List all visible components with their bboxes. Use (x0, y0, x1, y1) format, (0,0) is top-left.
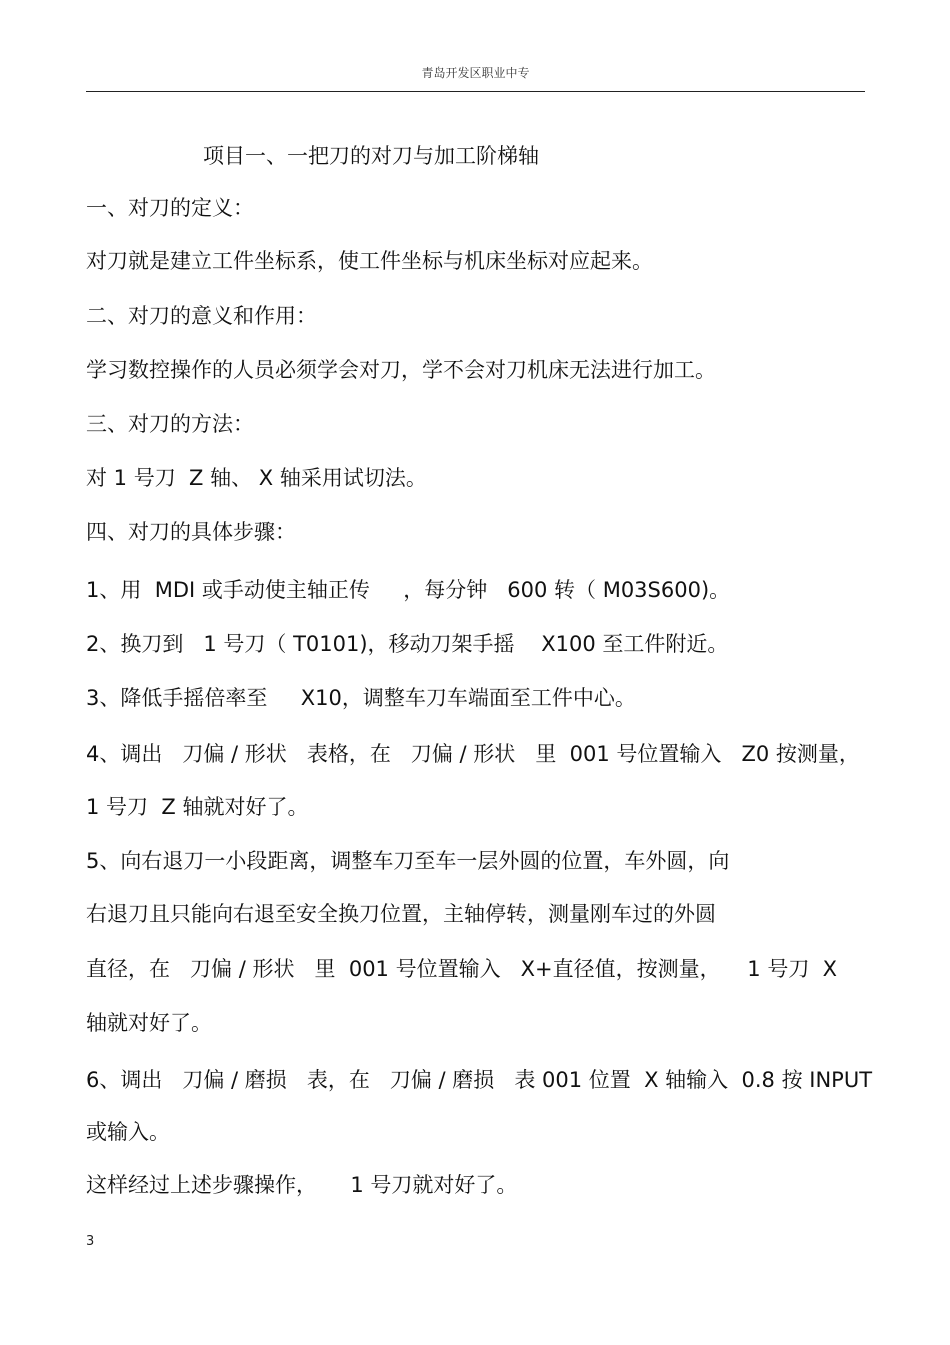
page-header: 青岛开发区职业中专 (421, 66, 530, 80)
closing-line: 这样经过上述步骤操作， 1 号刀就对好了。 (86, 1173, 518, 1197)
section-heading-4: 四、对刀的具体步骤： (86, 520, 296, 544)
step-line: 2、换刀到 1 号刀（ T0101)，移动刀架手摇 X100 至工件附近。 (86, 632, 729, 656)
step-line: 1 号刀 Z 轴就对好了。 (86, 795, 309, 819)
paragraph-line: 对 1 号刀 Z 轴、 X 轴采用试切法。 (86, 466, 427, 490)
step-line: 或输入。 (86, 1120, 170, 1144)
step-line: 3、降低手摇倍率至 X10，调整车刀车端面至工件中心。 (86, 686, 636, 710)
step-line: 4、调出 刀偏 / 形状 表格，在 刀偏 / 形状 里 001 号位置输入 Z0 按测量， (86, 742, 860, 766)
section-heading-1: 一、对刀的定义： (86, 196, 254, 220)
header-rule (86, 91, 865, 92)
step-line: 轴就对好了。 (86, 1011, 212, 1035)
section-heading-3: 三、对刀的方法： (86, 412, 254, 436)
doc-title: 项目一、一把刀的对刀与加工阶梯轴 (203, 144, 539, 168)
step-line: 6、调出 刀偏 / 磨损 表，在 刀偏 / 磨损 表 001 位置 X 轴输入 0.8 按 INPUT (86, 1068, 873, 1092)
paragraph-line: 对刀就是建立工件坐标系，使工件坐标与机床坐标对应起来。 (86, 249, 653, 273)
page-number: 3 (86, 1234, 95, 1249)
step-line: 右退刀且只能向右退至安全换刀位置，主轴停转，测量刚车过的外圆 (86, 902, 716, 926)
step-line: 1、用 MDI 或手动使主轴正传 ，每分钟 600 转（ M03S600)。 (86, 578, 731, 602)
paragraph-line: 学习数控操作的人员必须学会对刀，学不会对刀机床无法进行加工。 (86, 358, 716, 382)
section-heading-2: 二、对刀的意义和作用： (86, 304, 317, 328)
step-line: 直径，在 刀偏 / 形状 里 001 号位置输入 X+直径值，按测量， 1 号刀 X (86, 957, 838, 981)
step-line: 5、向右退刀一小段距离，调整车刀至车一层外圆的位置，车外圆，向 (86, 849, 730, 873)
